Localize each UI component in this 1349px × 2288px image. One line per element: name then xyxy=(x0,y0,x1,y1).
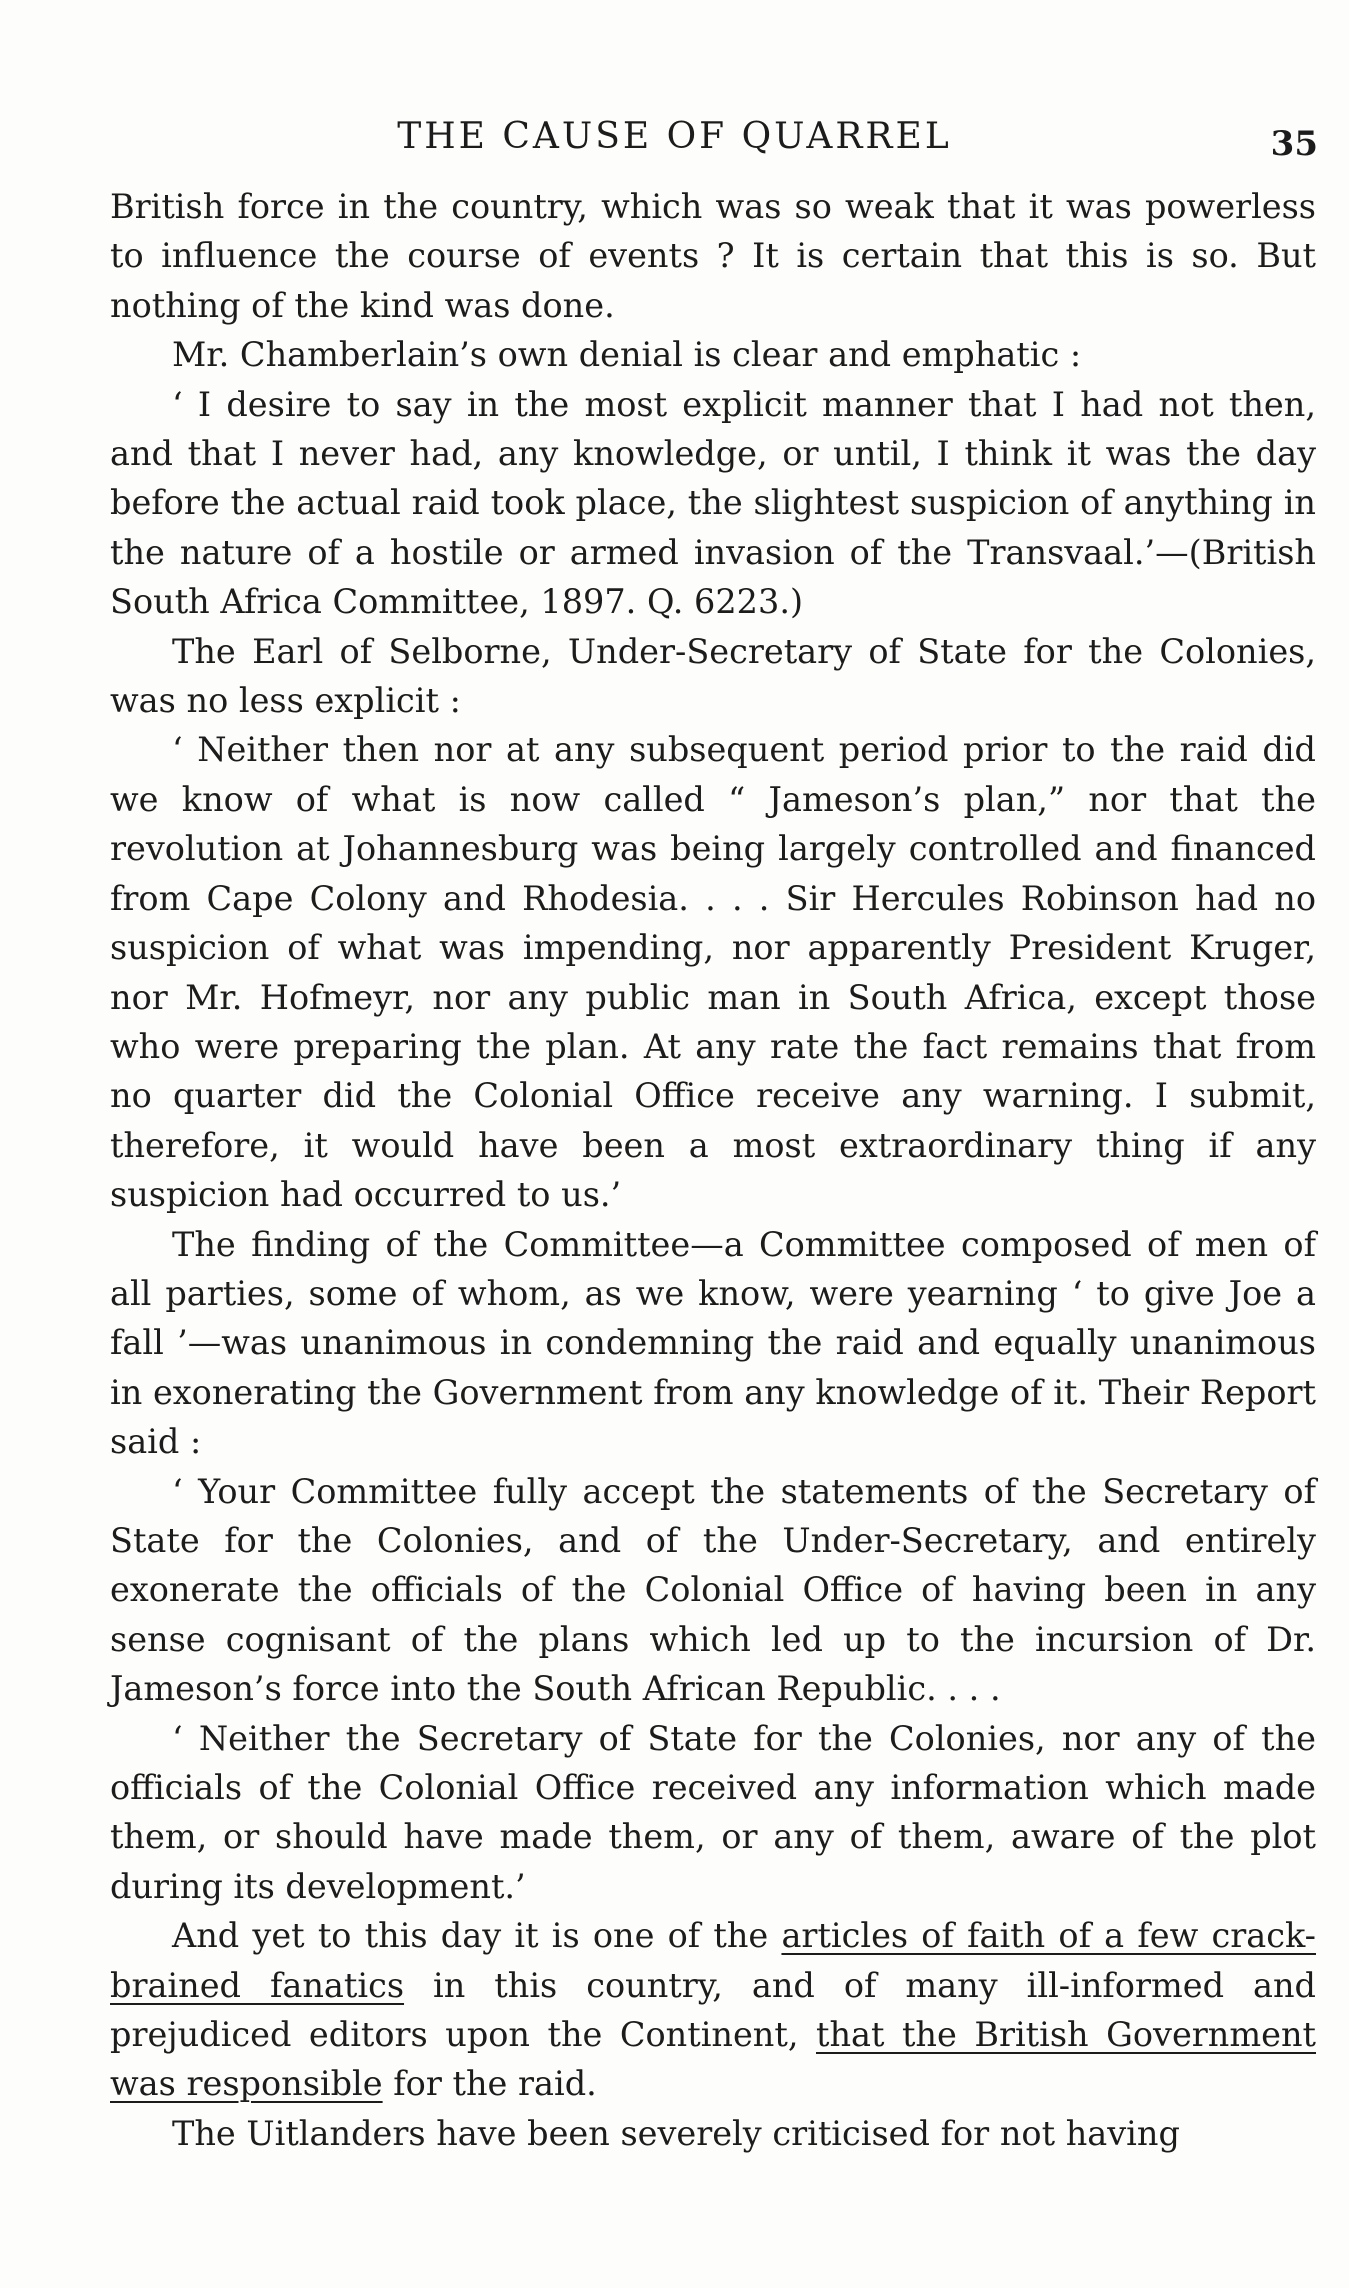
quote-selborne: ‘ Neither then nor at any subsequent period prior to the raid did we know of what is now called “ Jameson’s plan,” nor that the revolution at Johannesburg was being largely controlled and financed from Cape Colony and Rhodesia. . . . Sir Hercules Robinson had no suspicion of what was impending, nor apparently President Kruger, nor Mr. Hofmeyr, nor any public man in South Africa, except those who were preparing the plan. At any rate the fact remains that from no quarter did the Colonial Office receive any warning. I submit, therefore, it would have been a most extraordinary thing if any suspicion had occurred to us.’ xyxy=(110,730,1316,1215)
paragraph-continuation: British force in the country, which was so weak that it was powerless to influence the course of events ? It is certain that this is so. But nothing of the kind was done. xyxy=(110,187,1316,325)
running-head xyxy=(0,112,1349,168)
running-title: THE CAUSE OF QUARREL xyxy=(397,116,952,157)
paragraph-selborne-intro: The Earl of Selborne, Under-Secretary of State for the Colonies, was no less explicit : xyxy=(110,631,1316,721)
page-number: 35 xyxy=(1270,124,1318,164)
text-segment: And yet to this day it is one of the xyxy=(172,1916,782,1956)
paragraph-committee-finding: The finding of the Committee—a Committee composed of men of all parties, some of whom, as we know, were yearning ‘ to give Joe a fall ’—was unanimous in condemning the raid and equally unanimous in exonerating the Government from any knowledge of it. Their Report said : xyxy=(110,1224,1316,1462)
text-segment: in this country, and of many ill-informed and prejudiced editors upon the Continent, xyxy=(110,1965,1316,2055)
quote-report-second: ‘ Neither the Secretary of State for the Colonies, nor any of the officials of the Colonial Office received any information which made them, or should have made them, or any of them, aware of the plot during its development.’ xyxy=(110,1718,1316,1906)
paragraph-uitlanders: The Uitlanders have been severely criticised for not having xyxy=(172,2113,1180,2153)
paragraph-chamberlain-intro: Mr. Chamberlain’s own denial is clear and emphatic : xyxy=(172,335,1082,375)
quote-chamberlain: ‘ I desire to say in the most explicit manner that I had not then, and that I never had, any knowledge, or until, I think it was the day before the actual raid took place, the slightest suspicion of anything in the nature of a hostile or armed invasion of the Transvaal.’—(British South Africa Committee, 1897. Q. 6223.) xyxy=(110,384,1316,622)
paragraph-articles-of-faith xyxy=(110,1911,1316,2109)
underlined-phrase-fanatics: articles of faith of a few crack-brained fanatics xyxy=(110,1916,1316,2005)
underlined-phrase-government: that the British Government was responsible xyxy=(110,2015,1316,2104)
quote-report-first: ‘ Your Committee fully accept the statements of the Secretary of State for the Colonies, and of the Under-Secretary, and entirely exonerate the officials of the Colonial Office of having been in any sense cognisant of the plans which led up to the incursion of Dr. Jameson’s force into the South African Republic. . . . xyxy=(110,1471,1316,1709)
body-text xyxy=(110,182,1316,2158)
text-segment: for the raid. xyxy=(382,2064,597,2104)
